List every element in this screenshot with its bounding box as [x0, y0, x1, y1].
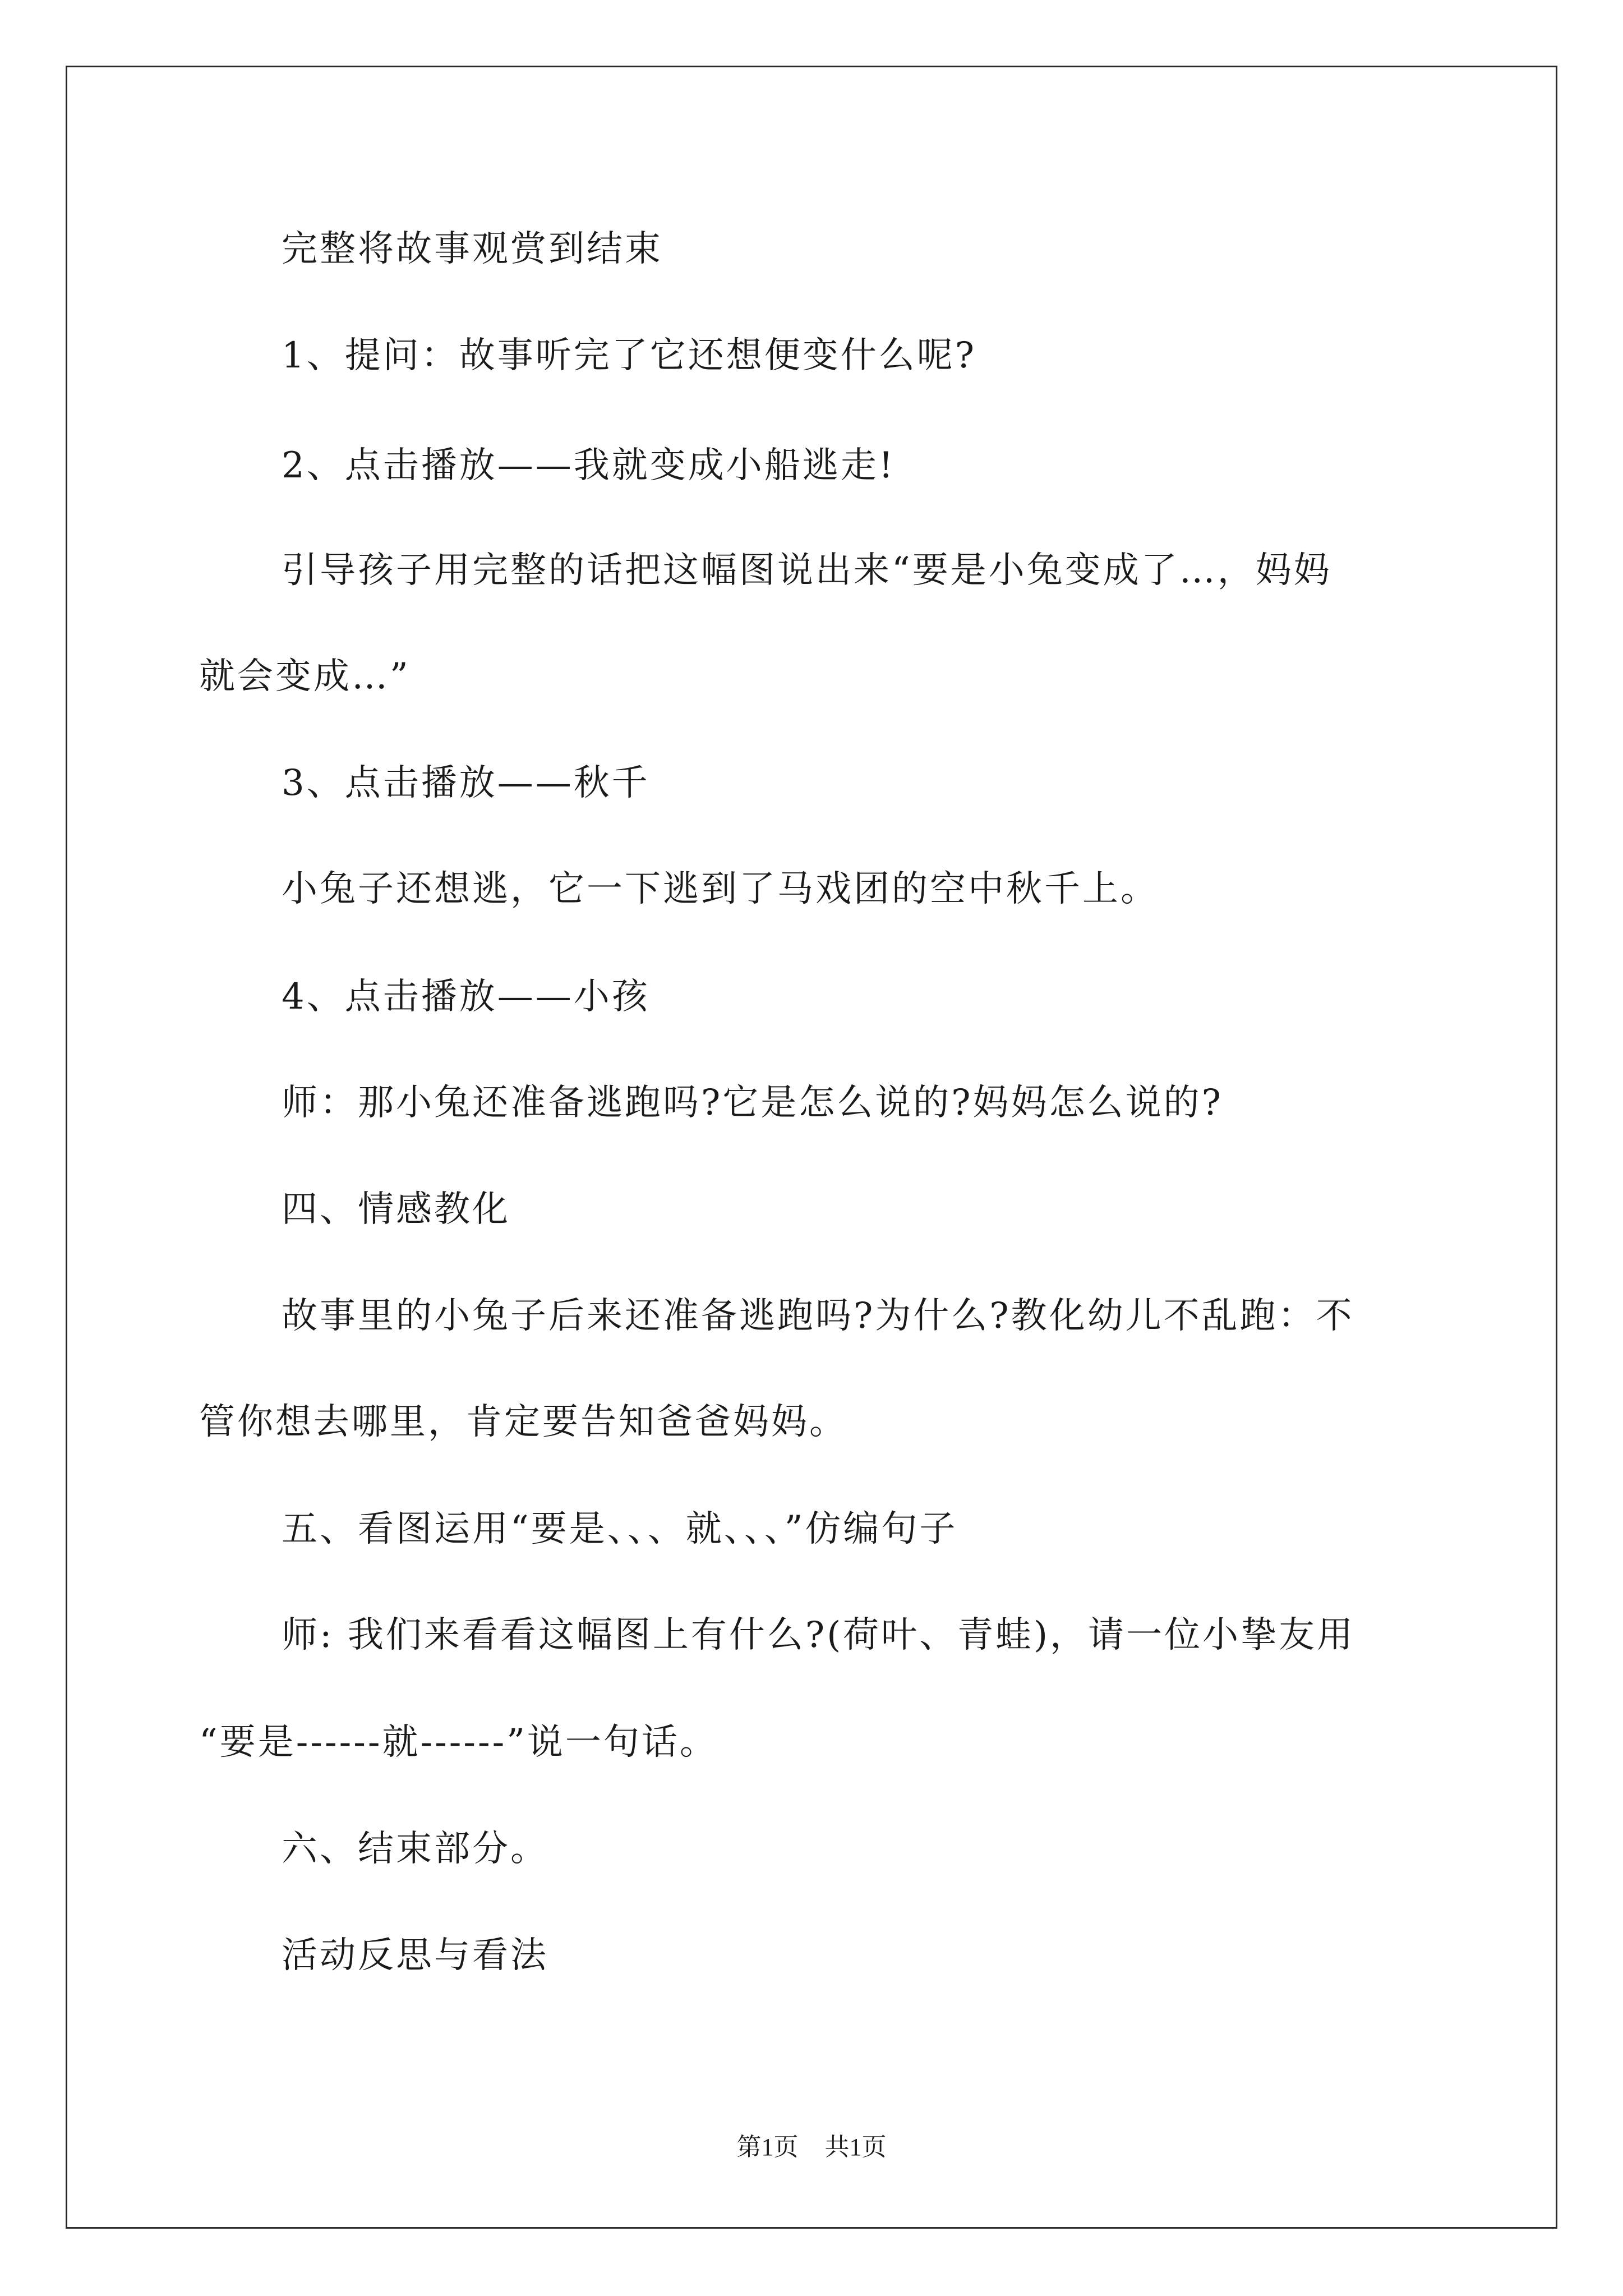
page-footer: [0, 2132, 1623, 2163]
paragraph-line: “要是------就------”说一句话。: [199, 1722, 718, 1763]
paragraph-line: 完整将故事观赏到结束: [282, 228, 663, 270]
paragraph-line: 管你想去哪里，肯定要告知爸爸妈妈。: [199, 1401, 847, 1443]
paragraph-line: 五、看图运用“要是、、、就、、、”仿编句子: [282, 1508, 958, 1550]
paragraph-line: 1、提问：故事听完了它还想便变什么呢?: [282, 335, 977, 376]
paragraph-line: 2、点击播放——我就变成小船逃走!: [282, 445, 896, 486]
page-total: 共1页: [824, 2133, 887, 2161]
paragraph-line: 四、情感教化: [282, 1189, 510, 1230]
paragraph-line: 小兔子还想逃，它一下逃到了马戏团的空中秋千上。: [282, 868, 1159, 910]
page-number: 第1页: [736, 2133, 799, 2161]
paragraph-line: 师：那小兔还准备逃跑吗?它是怎么说的?妈妈怎么说的?: [282, 1082, 1223, 1124]
paragraph-line: 引导孩子用完整的话把这幅图说出来“要是小兔变成了…，妈妈: [282, 550, 1332, 591]
page-border: [66, 66, 1557, 2229]
paragraph-line: 师: 我们来看看这幅图上有什么?(荷叶、青蛙)，请一位小挚友用: [282, 1614, 1355, 1656]
paragraph-line: 活动反思与看法: [282, 1935, 548, 1976]
paragraph-line: 3、点击播放——秋千: [282, 762, 650, 804]
paragraph-line: 4、点击播放——小孩: [282, 976, 650, 1018]
paragraph-line: 故事里的小兔子后来还准备逃跑吗?为什么?教化幼儿不乱跑：不: [282, 1295, 1354, 1337]
paragraph-line: 就会变成…”: [199, 656, 411, 697]
paragraph-line: 六、结束部分。: [282, 1828, 548, 1870]
